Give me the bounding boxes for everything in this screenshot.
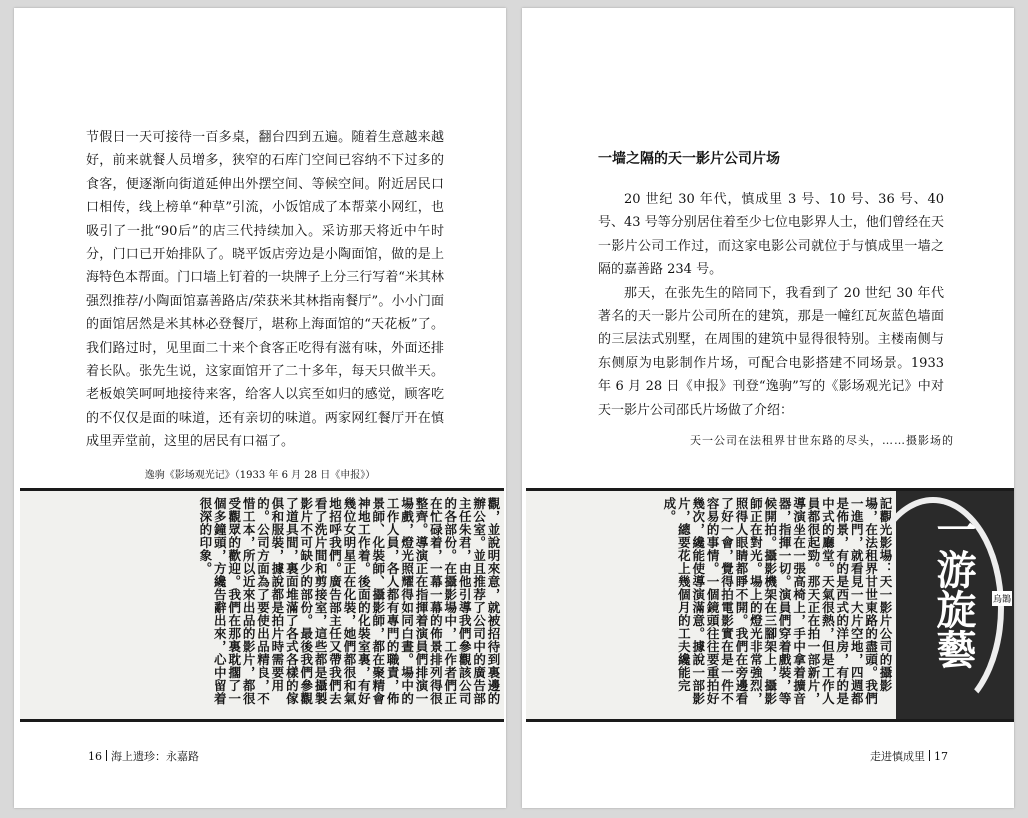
- right-paragraph-1: 20 世纪 30 年代，慎成里 3 号、10 号、36 号、40 号、43 号等分别居住着至少七位电影界人士，他们曾经在天一影片公司工作过，而这家电影公司就位于与慎成里一墙之隔的嘉善路 234 号。: [598, 192, 944, 278]
- figure-caption: 逸驹《影场观光记》（1933 年 6 月 28 日《申报》）: [144, 470, 376, 481]
- running-title: 海上遗珍：永嘉路: [111, 750, 199, 763]
- page-number: 16: [88, 750, 102, 763]
- newspaper-banner-illustration: [896, 491, 1014, 719]
- left-page: [14, 8, 506, 808]
- banner-title: 一游旋藝: [930, 509, 977, 669]
- newspaper-scan-right: [526, 488, 1014, 722]
- page-number: 17: [934, 750, 948, 763]
- newspaper-scan-left: [20, 488, 504, 722]
- section-title: 一墙之隔的天一影片公司片场: [598, 151, 780, 167]
- right-paragraph-2: 那天，在张先生的陪同下，我看到了 20 世纪 30 年代著名的天一影片公司所在的建筑，那是一幢红瓦灰蓝色墙面的三层法式别墅，在周围的建筑中显得很特别。主楼南侧与东侧原为电影制作片场，可配合电影搭建不同场景。1933 年 6 月 28 日《申报》刊登“逸驹”写的《影场观光记》中对天一影片公司邵氏片场做了介绍：: [598, 285, 944, 418]
- banner-tag: 烏鵲: [992, 591, 1012, 606]
- left-body-text: [86, 126, 444, 454]
- left-footer: [88, 748, 199, 764]
- footer-separator: [106, 750, 107, 761]
- footer-separator: [929, 750, 930, 761]
- running-title: 走进慎成里: [870, 750, 925, 763]
- newspaper-scan-text: 觀，並說明來意，就被招待到裏邊的辦公室。並且推荐了公司中的廣告部主任朱君，由他引導我們參觀該公司的各部份。在攝影場中，工作者們正在忙碌着，一幕一幕的佈景排列得很整齊。導演正在指揮着演員們排演一場戲，燈光照耀得如同白晝。場中的工作人員，各人都有專門的職責，佈景師、化裝師、攝影師，都在聚精會神地工作着。後面的化裝室裏，有好幾位女明星正在化裝，她們都很和氣地招呼我們。廣告部主任又帶我們去看了洗片間和剪接室，這些都是攝製影片不可缺少的部份。最後我們參觀了道具間，裏面堆滿了各式各樣的傢俱和服裝，據說都是拍片時需要用的。公司方面為了要使出品精良，不惜工本，所以近來出品的影片，都很受觀眾的歡迎。我們在那裏耽擱了一個多鐘頭，方纔告辭出來，心中留着很深的印象。: [197, 497, 501, 705]
- right-footer: [870, 748, 948, 764]
- right-body-text: [598, 188, 944, 422]
- newspaper-scan-text: 記觀光影場：天一影片公司的攝影場，在法租界甘世東路的盡頭。我們一進門，就看見一大片空地，四週都是佈景，有的是西式的洋房，有的是中式的廳堂。天氣很熱，但是工作人員都很起勁。那天正在拍一部新片，導演坐在一張高椅上，手中拿着擴音器，指揮一切。演員們穿着戲裝，等候開拍。攝影機架在三腳架上，攝影師正在對光。場上的燈光非常強烈，照得人眼睛都睜不開。我們在旁邊看了好一會，覺得拍電影實在是一件不容易的事情。一個鏡頭往往要重拍好幾次，纔能使導演滿意。據說一部影片，總要花上幾個月的工夫纔能完成。: [661, 497, 893, 705]
- right-page: [522, 8, 1014, 808]
- left-paragraph: 节假日一天可接待一百多桌，翻台四到五遍。随着生意越来越好，前来就餐人员增多，狭窄的石库门空间已容纳不下过多的食客，便逐渐向街道延伸出外摆空间、等候空间。附近居民口口相传，线上榜单“种草”引流，小饭馆成了本帮菜小网红，也吸引了一批“90后”的店三代持续加入。采访那天将近中午时分，门口已开始排队了。晓平饭店旁边是小陶面馆，做的是上海特色本帮面。门口墙上钉着的一块牌子上分三行写着“米其林强烈推荐/小陶面馆嘉善路店/荣获米其林指南餐厅”。小小门面的面馆居然是米其林必登餐厅，堪称上海面馆的“天花板”了。我们路过时，见里面二十来个食客正吃得有滋有味，外面还排着长队。张先生说，这家面馆开了二十多年，每天只做半天。老板娘笑呵呵地接待来客，给客人以宾至如归的感觉，顾客吃的不仅仅是面的味道，还有亲切的味道。两家网红餐厅开在慎成里弄堂前，这里的居民有口福了。: [86, 130, 444, 450]
- quote-line: 天一公司在法租界甘世东路的尽头，……摄影场的: [690, 434, 954, 447]
